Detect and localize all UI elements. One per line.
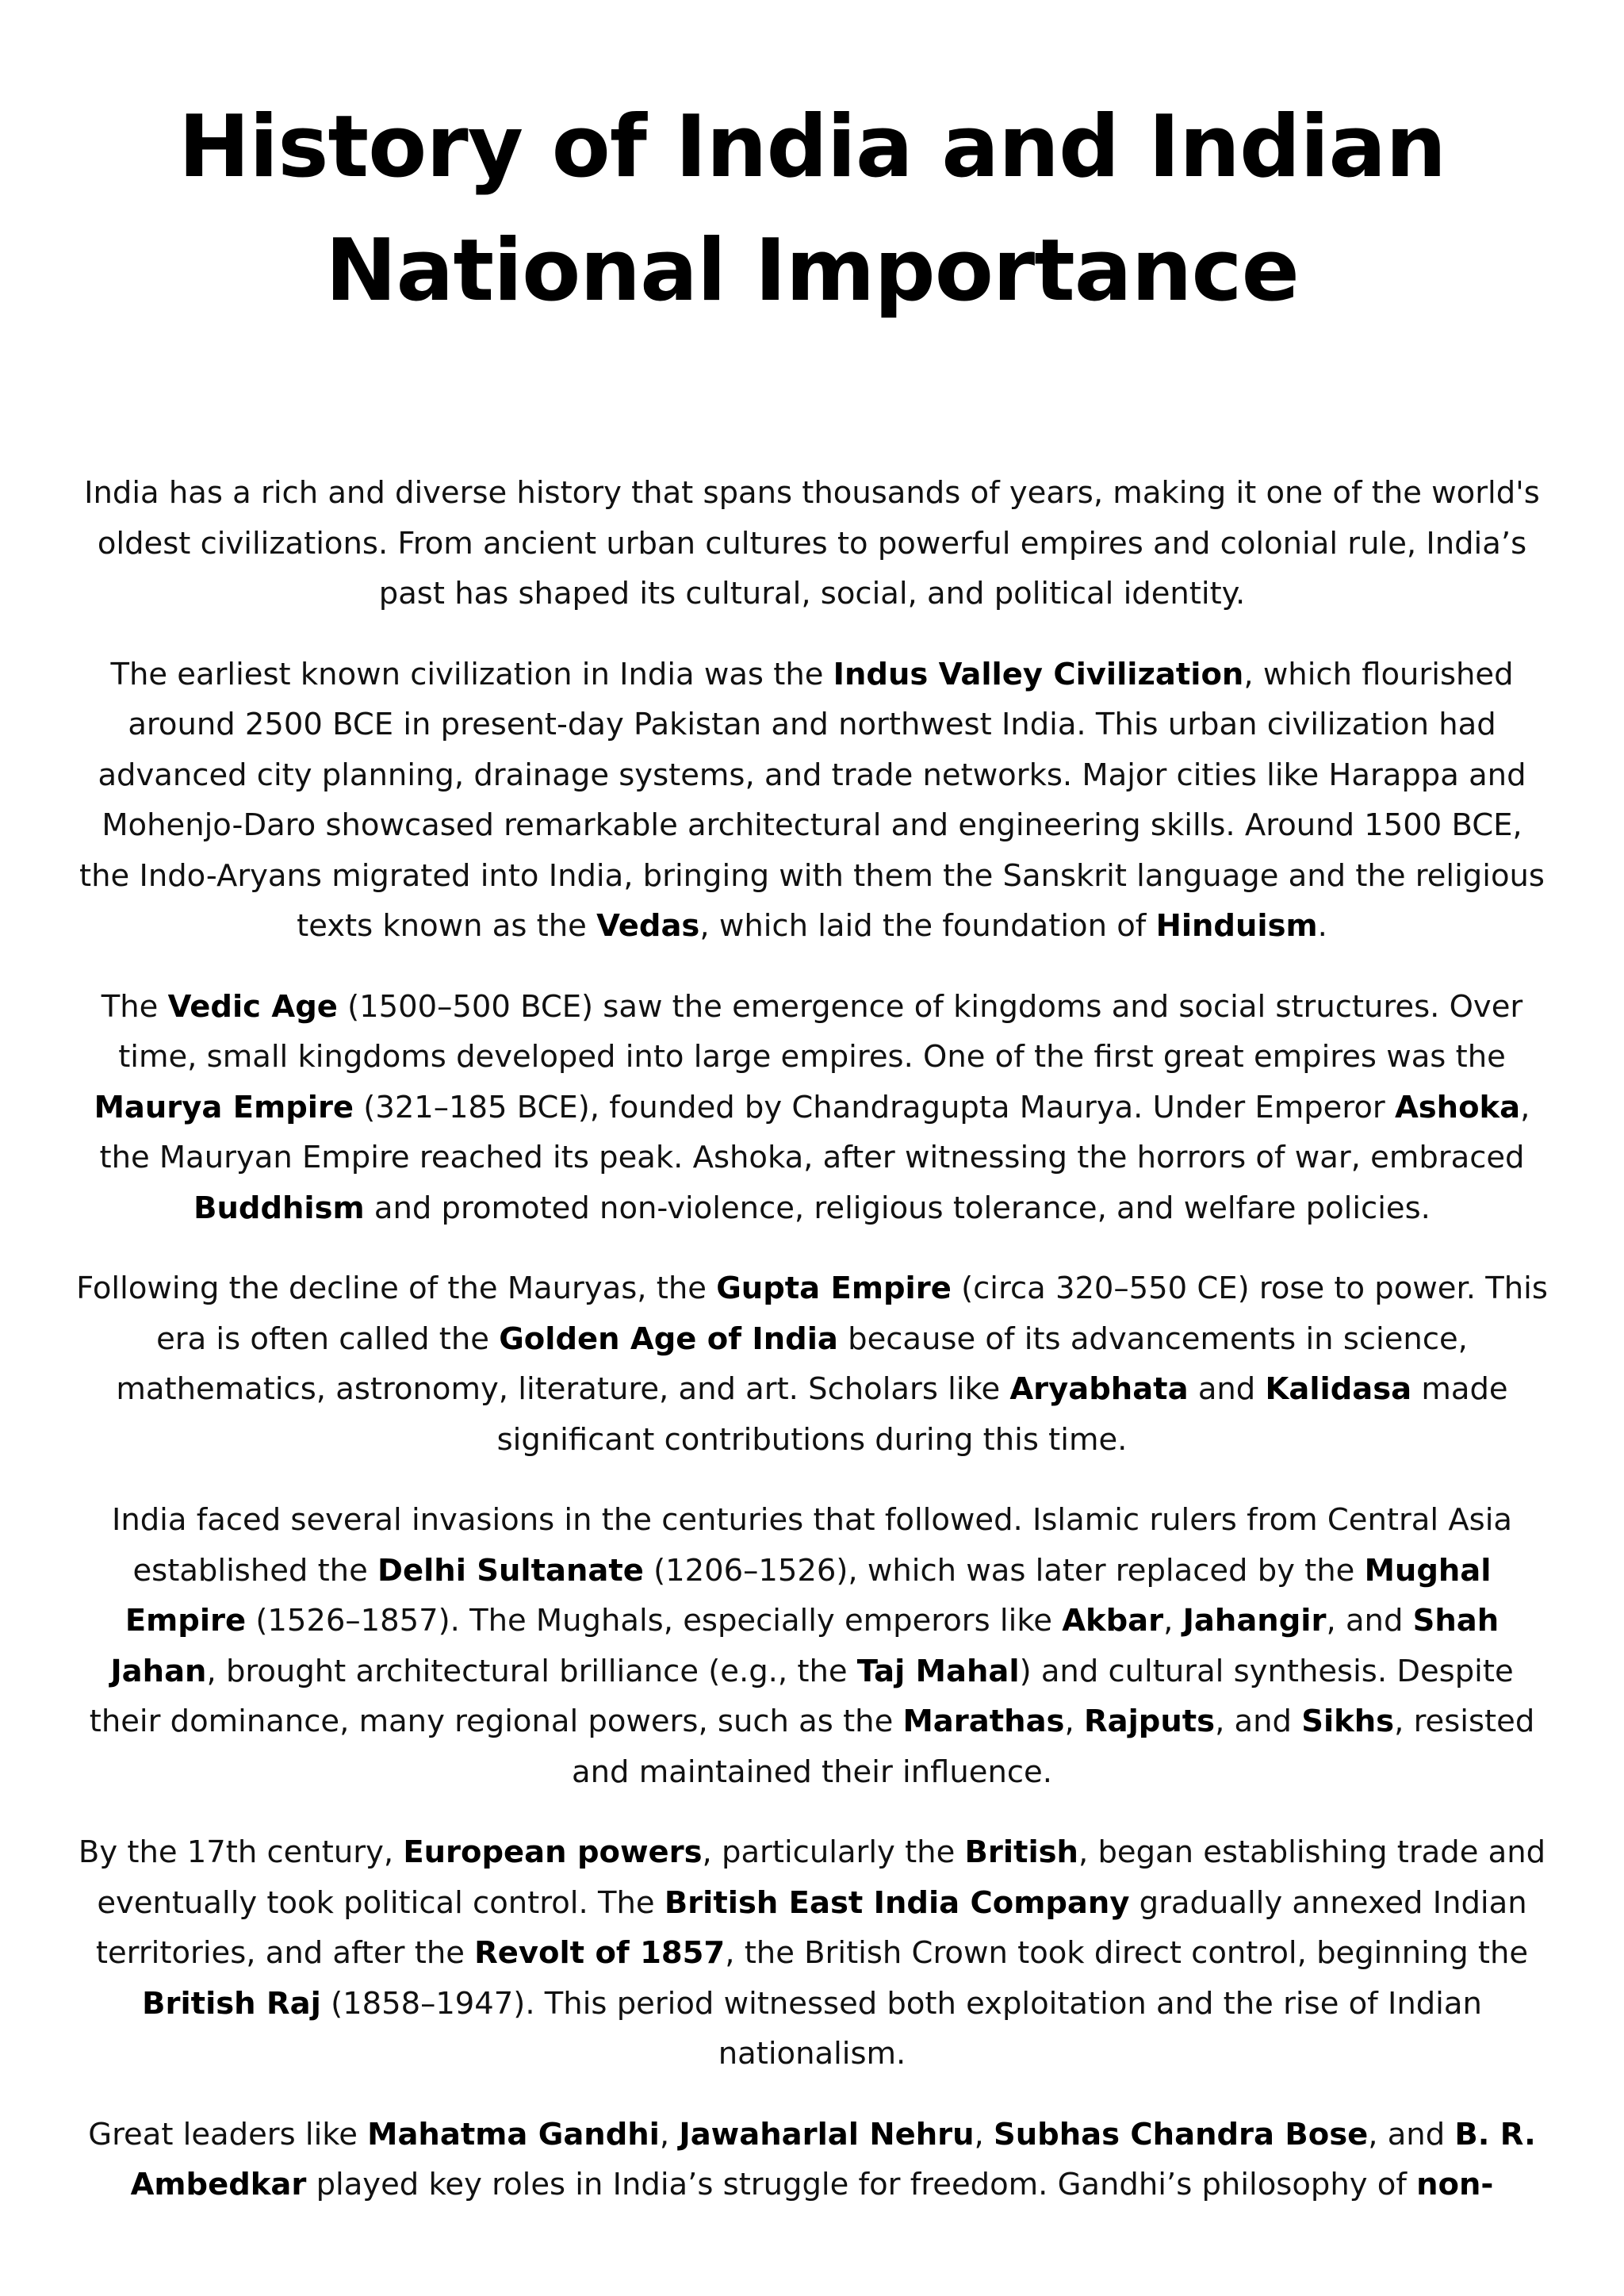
bold-term: Subhas Chandra Bose: [994, 2116, 1369, 2152]
paragraph-text: made significant contributions during this time.: [496, 1371, 1508, 1458]
bold-term: Jahangir: [1182, 1603, 1327, 1639]
bold-term: Mahatma Gandhi: [367, 2116, 660, 2152]
bold-term: Taj Mahal: [856, 1653, 1020, 1689]
paragraph-text: .: [1317, 908, 1327, 944]
bold-term: B. R. Ambedkar: [130, 2116, 1536, 2202]
bold-term: Vedic Age: [167, 988, 338, 1025]
paragraph-intro: [75, 468, 1549, 619]
paragraph-text: ,: [1064, 1704, 1084, 1739]
paragraph-text: , brought architectural brilliance (e.g., the: [206, 1653, 857, 1689]
paragraph-text: Great leaders like: [88, 2116, 368, 2152]
bold-term: non-: [1416, 2167, 1494, 2202]
bold-term: British East India Company: [664, 1884, 1130, 1921]
paragraph-freedom-leaders: [75, 2110, 1549, 2210]
paragraph-text: ,: [659, 2116, 680, 2152]
paragraph-text: ,: [974, 2116, 994, 2152]
paragraph-text: The earliest known civilization in India was the: [110, 656, 833, 692]
bold-term: Aryabhata: [1009, 1371, 1189, 1407]
paragraph-text: ,: [1163, 1603, 1183, 1639]
paragraph-text: , which flourished around 2500 BCE in present-day Pakistan and northwest India. This urban civilization had advanced city planning, drainage systems, and trade networks. Major cities like Harappa and Mohenjo-Daro showcased remarkable architectural and engineering skills. Around 1500 BCE, the Indo-Aryans migrated into India, bringing with them the Sanskrit language and the religious texts known as the: [79, 656, 1545, 944]
bold-term: Sikhs: [1301, 1704, 1395, 1739]
paragraph-text: India faced several invasions in the centuries that followed. Islamic rulers from Central Asia established the: [111, 1502, 1513, 1589]
paragraph-text: (321–185 BCE), founded by Chandragupta Maurya. Under Emperor: [354, 1089, 1395, 1125]
paragraph-text: Following the decline of the Mauryas, the: [76, 1271, 717, 1306]
paragraph-text: ) and cultural synthesis. Despite their dominance, many regional powers, such as the: [89, 1653, 1514, 1739]
bold-term: British: [964, 1834, 1078, 1870]
bold-term: Maurya Empire: [94, 1089, 354, 1125]
paragraph-text: , the British Crown took direct control, beginning the: [725, 1935, 1529, 1971]
bold-term: Ashoka: [1394, 1089, 1521, 1125]
paragraph-indus-valley: [75, 650, 1549, 952]
paragraph-text: , which laid the foundation of: [699, 908, 1156, 944]
bold-term: Golden Age of India: [499, 1320, 838, 1357]
paragraph-text: , and: [1326, 1603, 1413, 1639]
bold-term: Hinduism: [1155, 908, 1318, 944]
bold-term: Marathas: [902, 1704, 1065, 1739]
paragraph-text: The: [101, 988, 168, 1025]
paragraph-text: (circa 320–550 CE) rose to power. This era is often called the: [156, 1271, 1548, 1357]
page-title-line-1: History of India and Indian: [178, 98, 1446, 197]
page-title: [75, 0, 1549, 333]
bold-term: Revolt of 1857: [474, 1935, 726, 1971]
paragraph-british: [75, 1827, 1549, 2079]
bold-term: Delhi Sultanate: [377, 1552, 644, 1589]
document-body: [75, 468, 1549, 2210]
paragraph-text: gradually annexed Indian territories, and after the: [95, 1884, 1527, 1971]
bold-term: Buddhism: [193, 1190, 365, 1226]
paragraph-text: , began establishing trade and eventually took political control. The: [97, 1834, 1546, 1921]
paragraph-text: because of its advancements in science, mathematics, astronomy, literature, and art. Scholars like: [116, 1320, 1468, 1407]
bold-term: Shah Jahan: [110, 1603, 1500, 1689]
bold-term: Mughal Empire: [124, 1552, 1492, 1639]
page-title-line-2: National Importance: [325, 221, 1299, 320]
paragraph-text: India has a rich and diverse history that spans thousands of years, making it one of the world's oldest civilizations. From ancient urban cultures to powerful empires and colonial rule, India’s past has shaped its cultural, social, and political identity.: [84, 475, 1540, 611]
paragraph-gupta: [75, 1263, 1549, 1465]
paragraph-text: , particularly the: [702, 1834, 965, 1870]
paragraph-text: , and: [1368, 2116, 1455, 2152]
paragraph-invasions-mughal: [75, 1495, 1549, 1797]
bold-term: British Raj: [142, 1985, 321, 2022]
paragraph-text: (1500–500 BCE) saw the emergence of kingdoms and social structures. Over time, small kingdoms developed into large empires. One of the first great empires was the: [118, 988, 1523, 1075]
paragraph-text: By the 17th century,: [78, 1834, 404, 1870]
bold-term: Indus Valley Civilization: [833, 656, 1244, 692]
paragraph-text: , and: [1215, 1704, 1302, 1739]
paragraph-text: , resisted and maintained their influence.: [572, 1704, 1535, 1790]
paragraph-text: and promoted non-violence, religious tolerance, and welfare policies.: [364, 1190, 1431, 1226]
paragraph-text: (1526–1857). The Mughals, especially emperors like: [246, 1603, 1063, 1639]
paragraph-text: played key roles in India’s struggle for freedom. Gandhi’s philosophy of: [306, 2167, 1417, 2202]
paragraph-text: and: [1188, 1371, 1266, 1407]
paragraph-text: (1206–1526), which was later replaced by the: [643, 1552, 1365, 1589]
bold-term: European powers: [403, 1834, 703, 1870]
bold-term: Kalidasa: [1265, 1371, 1412, 1407]
paragraph-vedic-maurya: [75, 982, 1549, 1234]
bold-term: Jawaharlal Nehru: [679, 2116, 975, 2152]
bold-term: Akbar: [1062, 1603, 1164, 1639]
paragraph-text: (1858–1947). This period witnessed both exploitation and the rise of Indian nationalism.: [320, 1985, 1482, 2072]
bold-term: Gupta Empire: [716, 1271, 952, 1306]
bold-term: Rajputs: [1083, 1704, 1216, 1739]
paragraph-text: , the Mauryan Empire reached its peak. Ashoka, after witnessing the horrors of war, embraced: [99, 1089, 1530, 1175]
bold-term: Vedas: [596, 908, 700, 944]
